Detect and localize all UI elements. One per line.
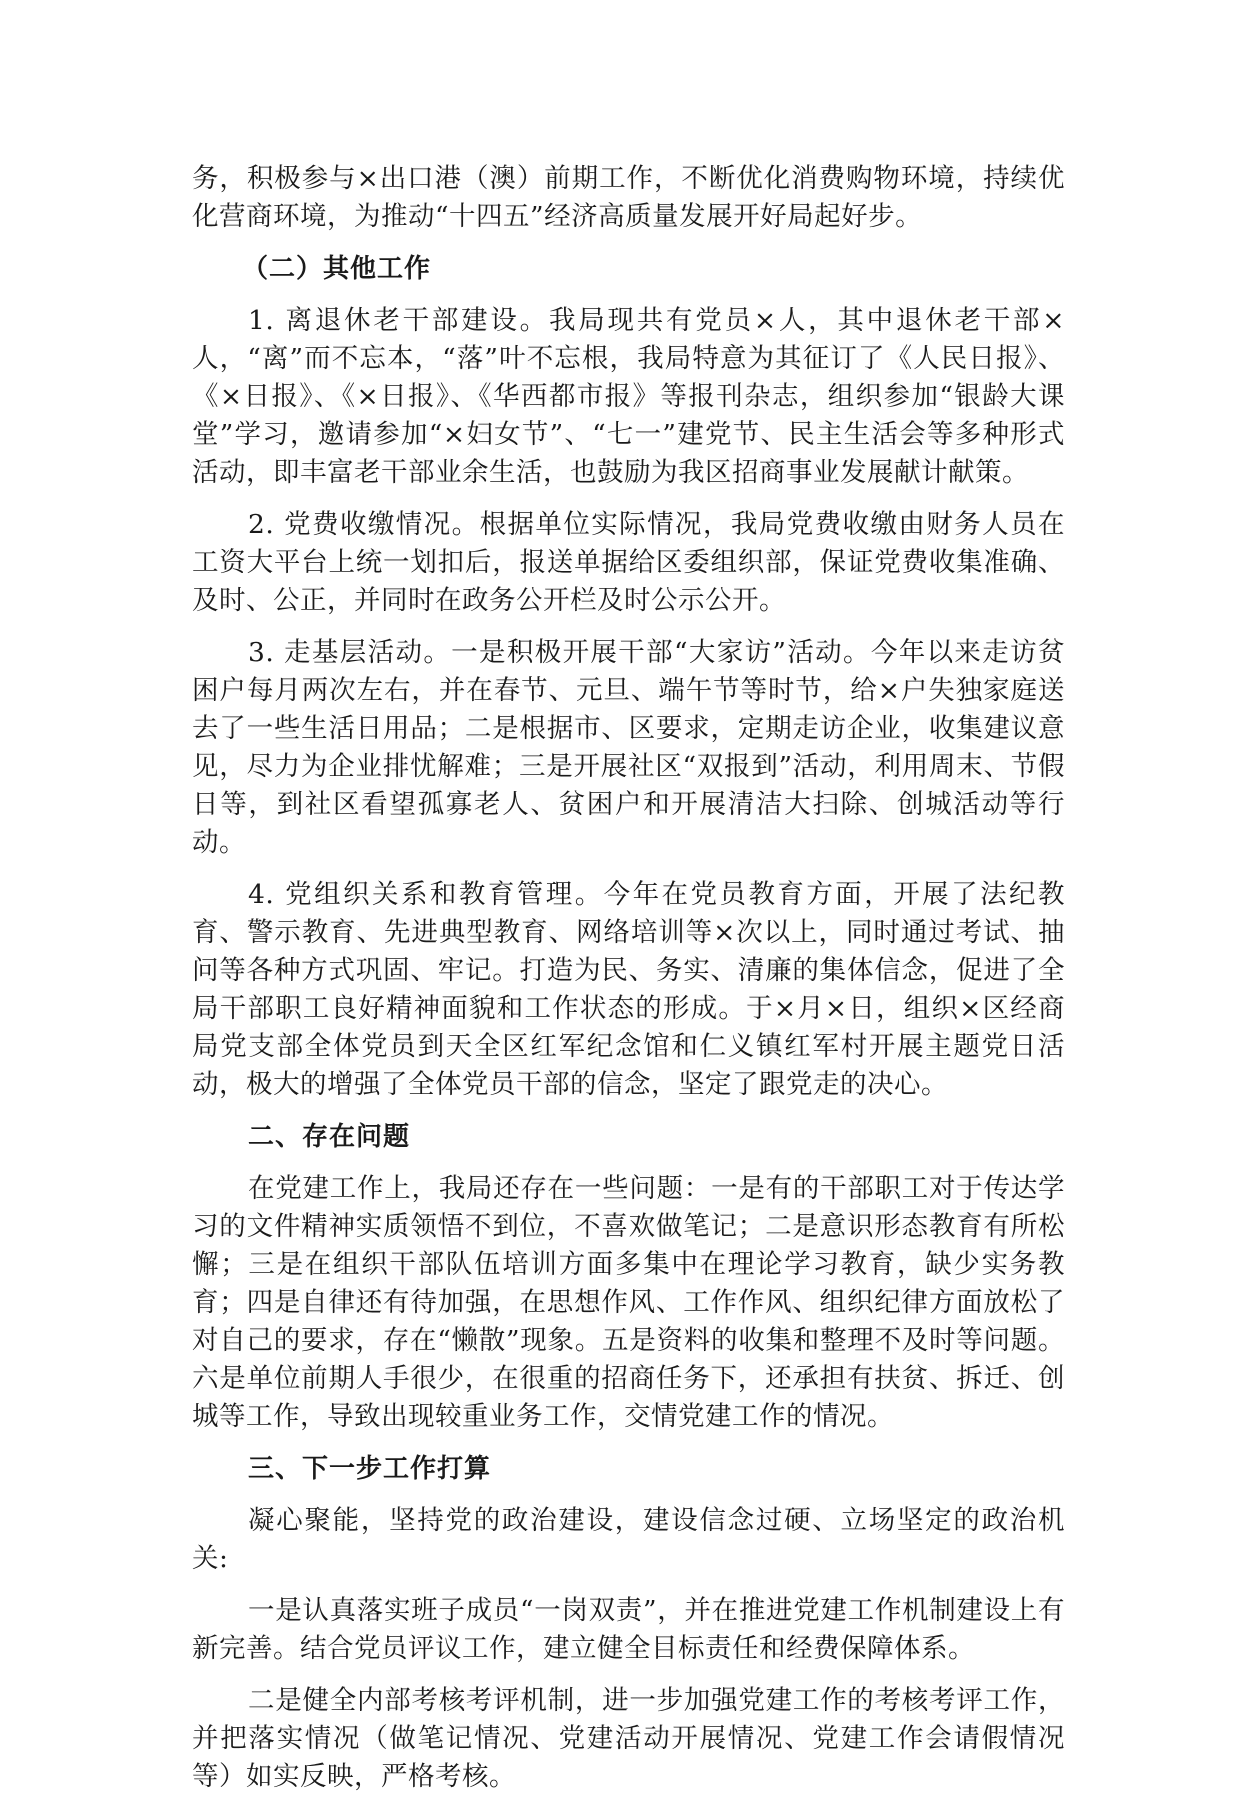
paragraph-next-item-1: 一是认真落实班子成员“一岗双责”，并在推进党建工作机制建设上有新完善。结合党员评议工作，建立健全目标责任和经费保障体系。 (192, 1595, 1065, 1664)
paragraph-education-management: 4. 党组织关系和教育管理。今年在党员教育方面，开展了法纪教育、警示教育、先进典型教育、网络培训等×次以上，同时通过考试、抽问等各种方式巩固、牢记。打造为民、务实、清廉的集体信念，促进了全局干部职工良好精神面貌和工作状态的形成。于×月×日，组织×区经商局党支部全体党员到天全区红军纪念馆和仁义镇红军村开展主题党日活动，极大的增强了全体党员干部的信念，坚定了跟党走的决心。 (192, 879, 1065, 1100)
paragraph-next-intro: 凝心聚能，坚持党的政治建设，建设信念过硬、立场坚定的政治机关: (192, 1505, 1065, 1574)
paragraph-grassroots-activities: 3. 走基层活动。一是积极开展干部“大家访”活动。今年以来走访贫困户每月两次左右，并在春节、元旦、端午节等时节，给×户失独家庭送去了一些生活日用品；二是根据市、区要求，定期走访企业，收集建议意见，尽力为企业排忧解难；三是开展社区“双报到”活动，利用周末、节假日等，到社区看望孤寡老人、贫困户和开展清洁大扫除、创城活动等行动。 (192, 637, 1065, 858)
section-heading-other-work: （二）其他工作 (242, 254, 432, 284)
paragraph-party-fees: 2. 党费收缴情况。根据单位实际情况，我局党费收缴由财务人员在工资大平台上统一划扣后，报送单据给区委组织部，保证党费收集准确、及时、公正，并同时在政务公开栏及时公示公开。 (192, 509, 1065, 616)
section-heading-problems: 二、存在问题 (248, 1122, 411, 1152)
paragraph-retired-cadres: 1. 离退休老干部建设。我局现共有党员×人，其中退休老干部×人，“离”而不忘本，“落”叶不忘根，我局特意为其征订了《人民日报》、《×日报》、《×日报》、《华西都市报》等报刊杂志，组织参加“银龄大课堂”学习，邀请参加“×妇女节”、“七一”建党节、民主生活会等多种形式活动，即丰富老干部业余生活，也鼓励为我区招商事业发展献计献策。 (192, 305, 1065, 488)
section-heading-next-steps: 三、下一步工作打算 (248, 1454, 492, 1484)
paragraph-next-item-2: 二是健全内部考核考评机制，进一步加强党建工作的考核考评工作，并把落实情况（做笔记情况、党建活动开展情况、党建工作会请假情况等）如实反映，严格考核。 (192, 1685, 1065, 1792)
paragraph-problems: 在党建工作上，我局还存在一些问题：一是有的干部职工对于传达学习的文件精神实质领悟不到位，不喜欢做笔记；二是意识形态教育有所松懈；三是在组织干部队伍培训方面多集中在理论学习教育，缺少实务教育；四是自律还有待加强，在思想作风、工作作风、组织纪律方面放松了对自己的要求，存在“懒散”现象。五是资料的收集和整理不及时等问题。六是单位前期人手很少，在很重的招商任务下，还承担有扶贫、拆迁、创城等工作，导致出现较重业务工作，交情党建工作的情况。 (192, 1173, 1065, 1432)
paragraph-continuation: 务，积极参与×出口港（澳）前期工作，不断优化消费购物环境，持续优化营商环境，为推动“十四五”经济高质量发展开好局起好步。 (192, 163, 1065, 232)
